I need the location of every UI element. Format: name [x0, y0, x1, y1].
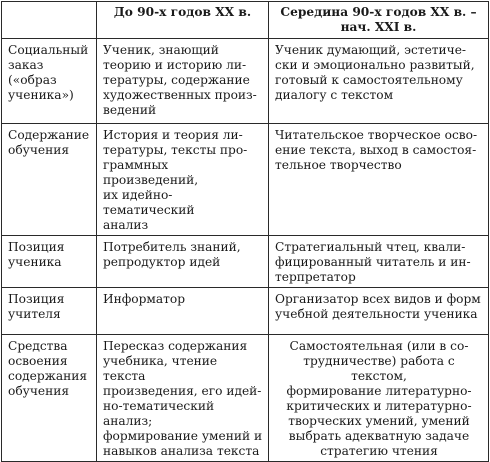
before-cell [97, 288, 269, 335]
after-text: Организатор всех видов и форм учебной деятельности ученика [275, 292, 481, 321]
header-mid-90s-21st-label: Середина 90-х годов XX в. – нач. XXI в. [280, 5, 477, 34]
after-cell [269, 39, 489, 124]
after-text: Ученик думающий, эстетиче- ски и эмоционально развитый, готовый к самостоятельному диалогу с текстом [275, 43, 475, 102]
before-cell [97, 39, 269, 124]
row-label-cell [2, 288, 97, 335]
row-label: Содержание обучения [8, 128, 90, 157]
table-row [2, 236, 489, 288]
header-before-90s-label: До 90-х годов XX в. [113, 5, 252, 19]
row-label: Позиция учителя [8, 292, 65, 321]
before-text: Информатор [103, 292, 186, 306]
row-label: Средства освоения содержания обучения [8, 339, 88, 398]
row-label-cell [2, 124, 97, 236]
comparison-table [1, 1, 489, 462]
after-cell [269, 335, 489, 462]
after-text: Самостоятельная (или в со- трудничестве) работа с текстом, формирование литературно- критических и литературно- творческих умений, умений выбрать адекватную задаче стратегию чтения [286, 339, 472, 458]
header-mid-90s-21st [269, 2, 489, 39]
before-text: Пересказ содержания учебника, чтение текста произведения, его идей- но-тематический анализ; формирование умений и навыков анализа текста [103, 339, 263, 458]
after-text: Читательское творческое осво- ение текста, выход в самостоя- тельное творчество [275, 128, 478, 172]
before-text: Ученик, знающий теорию и историю ли- тературы, содержание художественных произ- ведений [103, 43, 257, 117]
row-label-cell [2, 236, 97, 288]
before-cell [97, 335, 269, 462]
table-row [2, 39, 489, 124]
row-label-cell [2, 39, 97, 124]
table-row [2, 335, 489, 462]
after-cell [269, 124, 489, 236]
before-cell [97, 124, 269, 236]
table-row [2, 288, 489, 335]
header-before-90s [97, 2, 269, 39]
row-label: Социальный заказ («образ ученика») [8, 43, 89, 102]
header-empty-cell [2, 2, 97, 39]
table-row [2, 124, 489, 236]
after-cell [269, 236, 489, 288]
after-cell [269, 288, 489, 335]
before-cell [97, 236, 269, 288]
table-header-row [2, 2, 489, 39]
after-text: Стратегиальный чтец, квали- фицированный читатель и ин- терпретатор [275, 240, 471, 284]
row-label: Позиция ученика [8, 240, 65, 269]
before-text: История и теория ли- тературы, тексты про- граммных произведений, их идейно-тематический анализ [103, 128, 248, 232]
before-text: Потребитель знаний, репродуктор идей [103, 240, 241, 269]
row-label-cell [2, 335, 97, 462]
